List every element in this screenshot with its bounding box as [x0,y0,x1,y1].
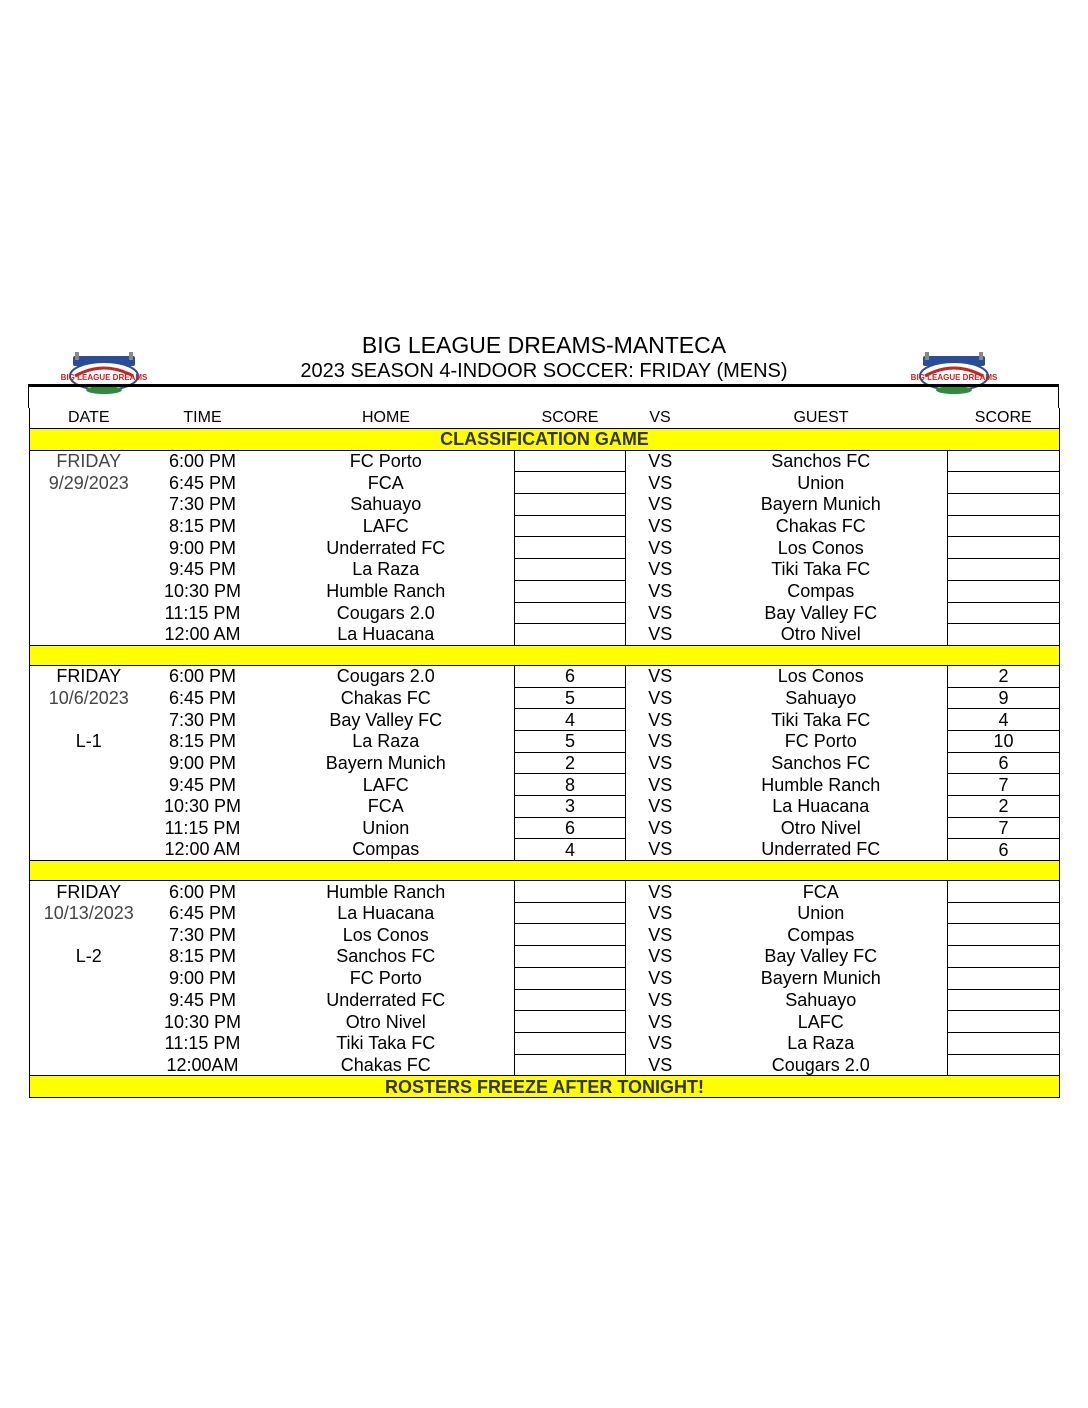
guest-team: La Raza [787,1033,855,1054]
home-team: La Huacana [337,624,435,645]
header-rule-right [1058,387,1059,408]
week-label: L-1 [30,730,148,752]
guest-team: Los Conos [777,537,864,558]
game-time: 7:30 PM [168,494,237,515]
vs-label: VS [648,968,673,989]
game-time: 10:30 PM [163,581,242,602]
home-team: Otro Nivel [345,1011,426,1032]
game-row [30,602,1060,624]
guest-score[interactable] [948,1011,1060,1033]
home-team: Tiki Taka FC [336,1033,436,1054]
home-team: Underrated FC [326,989,446,1010]
home-team: Bay Valley FC [329,709,443,730]
game-row [30,515,1060,537]
col-header-date: DATE [30,408,148,429]
guest-score[interactable] [948,924,1060,946]
date-cell [30,1011,148,1033]
week-separator-cell [30,645,1060,665]
home-score[interactable] [515,1054,626,1076]
game-row [30,494,1060,516]
col-header-time: TIME [183,409,222,426]
guest-team: Bayern Munich [760,494,881,515]
date-cell [30,709,148,731]
vs-label: VS [648,581,673,602]
home-score[interactable]: 2 [515,752,626,774]
guest-score[interactable] [948,580,1060,602]
guest-team: Otro Nivel [780,818,861,839]
home-score[interactable] [515,624,626,646]
col-header-vs: VS [649,409,671,426]
guest-team: Chakas FC [775,516,866,537]
game-time: 8:15 PM [168,516,237,537]
game-row [30,967,1060,989]
game-time: 9:45 PM [168,989,237,1010]
date-cell [30,515,148,537]
home-team: La Raza [352,731,420,752]
date-cell [30,624,148,646]
game-time: 6:00 PM [168,451,237,472]
guest-score[interactable] [948,537,1060,559]
game-time: 8:15 PM [168,946,237,967]
guest-score[interactable] [948,515,1060,537]
home-team: FCA [367,796,404,817]
game-row [30,924,1060,946]
home-score[interactable] [515,1011,626,1033]
home-score[interactable]: 8 [515,774,626,796]
guest-score[interactable]: 2 [948,796,1060,818]
guest-score[interactable]: 9 [948,687,1060,709]
big-league-dreams-logo [60,350,148,396]
guest-score[interactable] [948,559,1060,581]
guest-score[interactable] [948,602,1060,624]
guest-team: Bay Valley FC [764,946,878,967]
guest-score[interactable] [948,989,1060,1011]
guest-score[interactable] [948,946,1060,968]
guest-team: Sanchos FC [771,451,871,472]
date-cell [30,839,148,861]
vs-label: VS [648,709,673,730]
vs-label: VS [648,494,673,515]
guest-team: Cougars 2.0 [771,1054,870,1075]
date-cell [30,537,148,559]
home-score[interactable]: 5 [515,730,626,752]
guest-score[interactable]: 7 [948,817,1060,839]
guest-team: Union [797,472,845,493]
home-team: La Raza [352,559,420,580]
home-team: Humble Ranch [326,581,446,602]
guest-score[interactable]: 4 [948,709,1060,731]
guest-score[interactable]: 10 [948,730,1060,752]
game-row [30,472,1060,494]
home-team: Sahuayo [350,494,422,515]
classification-banner-row [30,429,1060,451]
home-score[interactable]: 6 [515,817,626,839]
home-score[interactable] [515,946,626,968]
guest-team: Compas [787,581,855,602]
rosters-freeze-banner: ROSTERS FREEZE AFTER TONIGHT! [30,1076,1060,1098]
game-time: 11:15 PM [164,818,241,839]
guest-score[interactable] [948,472,1060,494]
guest-score[interactable] [948,624,1060,646]
game-time: 12:00 AM [164,624,241,645]
game-time: 11:15 PM [164,602,241,623]
col-header-score: SCORE [541,409,599,426]
guest-team: LAFC [797,1011,844,1032]
guest-team: FCA [802,881,839,902]
week-date: 10/6/2023 [30,687,148,709]
home-score[interactable]: 5 [515,687,626,709]
guest-score[interactable] [948,881,1060,903]
home-score[interactable] [515,602,626,624]
game-time: 9:00 PM [168,968,237,989]
home-team: Chakas FC [340,687,431,708]
vs-label: VS [648,451,673,472]
home-team: Union [362,818,410,839]
svg-text:BIG LEAGUE DREAMS: BIG LEAGUE DREAMS [910,373,998,382]
col-header-home: HOME [362,409,410,426]
home-score[interactable] [515,881,626,903]
home-team: Chakas FC [340,1054,431,1075]
game-time: 9:00 PM [168,537,237,558]
vs-label: VS [648,1054,673,1075]
page-title: BIG LEAGUE DREAMS-MANTECA [361,332,727,358]
game-row [30,450,1060,472]
vs-label: VS [648,752,673,773]
home-team: FC Porto [349,968,422,989]
game-time: 6:45 PM [168,687,237,708]
game-row [30,774,1060,796]
guest-team: Union [797,903,845,924]
col-header-guest: GUEST [793,409,849,426]
game-time: 9:00 PM [168,752,237,773]
home-score[interactable] [515,580,626,602]
guest-team: Underrated FC [761,839,881,860]
home-score[interactable]: 3 [515,796,626,818]
guest-score[interactable]: 7 [948,774,1060,796]
game-row [30,817,1060,839]
vs-label: VS [648,839,673,860]
game-row [30,537,1060,559]
home-score[interactable] [515,559,626,581]
game-row [30,1011,1060,1033]
home-team: FC Porto [349,451,422,472]
home-score[interactable] [515,924,626,946]
vs-label: VS [648,796,673,817]
game-row [30,796,1060,818]
home-team: La Huacana [337,903,435,924]
game-time: 10:30 PM [163,1011,242,1032]
guest-score[interactable] [948,967,1060,989]
home-score[interactable] [515,989,626,1011]
page-subtitle: 2023 SEASON 4-INDOOR SOCCER: FRIDAY (MENS) [300,360,788,382]
date-cell [30,494,148,516]
home-team: Underrated FC [326,537,446,558]
game-time: 9:45 PM [168,774,237,795]
vs-label: VS [648,559,673,580]
vs-label: VS [648,774,673,795]
game-row [30,1054,1060,1076]
game-time: 6:00 PM [168,666,237,687]
vs-label: VS [648,687,673,708]
home-score[interactable] [515,515,626,537]
guest-team: Tiki Taka FC [771,559,871,580]
header-rule [28,384,1059,387]
home-score[interactable]: 4 [515,839,626,861]
home-team: Sanchos FC [336,946,436,967]
vs-label: VS [648,1033,673,1054]
guest-team: Sanchos FC [771,752,871,773]
date-cell [30,752,148,774]
game-row [30,752,1060,774]
week-label: L-2 [30,946,148,968]
vs-label: VS [648,989,673,1010]
vs-label: VS [648,1011,673,1032]
vs-label: VS [648,537,673,558]
game-time: 9:45 PM [168,559,237,580]
date-cell [30,924,148,946]
home-score[interactable]: 4 [515,709,626,731]
guest-team: Sahuayo [785,687,857,708]
vs-label: VS [648,516,673,537]
week-date: 10/13/2023 [30,902,148,924]
vs-label: VS [648,818,673,839]
home-team: Humble Ranch [326,881,446,902]
week-date: 9/29/2023 [30,472,148,494]
game-row [30,687,1060,709]
game-row [30,839,1060,861]
guest-team: Los Conos [777,666,864,687]
game-time: 7:30 PM [168,924,237,945]
vs-label: VS [648,903,673,924]
header-rule-left [28,387,29,408]
home-team: Los Conos [342,924,429,945]
date-cell [30,580,148,602]
guest-team: Compas [787,924,855,945]
guest-score[interactable]: 6 [948,839,1060,861]
game-time: 6:00 PM [168,881,237,902]
vs-label: VS [648,624,673,645]
week-day: FRIDAY [30,881,148,903]
home-score[interactable] [515,1032,626,1054]
vs-label: VS [648,666,673,687]
game-row [30,989,1060,1011]
game-time: 12:00 AM [164,839,241,860]
week-day: FRIDAY [30,665,148,687]
game-time: 11:15 PM [164,1033,241,1054]
game-row [30,580,1060,602]
date-cell [30,559,148,581]
guest-score[interactable]: 6 [948,752,1060,774]
date-cell [30,796,148,818]
date-cell [30,967,148,989]
home-score[interactable] [515,472,626,494]
vs-label: VS [648,602,673,623]
home-score[interactable] [515,902,626,924]
home-score[interactable] [515,450,626,472]
game-row [30,730,1060,752]
week-separator [30,861,1060,881]
game-row [30,946,1060,968]
date-cell [30,602,148,624]
game-time: 12:00AM [166,1054,239,1075]
home-team: Cougars 2.0 [336,602,435,623]
guest-score[interactable] [948,1032,1060,1054]
game-row [30,881,1060,903]
home-score[interactable] [515,494,626,516]
guest-team: Sahuayo [785,989,857,1010]
guest-team: Tiki Taka FC [771,709,871,730]
date-cell [30,817,148,839]
date-cell [30,1032,148,1054]
vs-label: VS [648,881,673,902]
guest-team: Otro Nivel [780,624,861,645]
guest-team: FC Porto [784,731,857,752]
game-time: 8:15 PM [168,731,237,752]
game-row [30,902,1060,924]
week-separator [30,645,1060,665]
game-time: 6:45 PM [168,903,237,924]
vs-label: VS [648,924,673,945]
big-league-dreams-logo [910,350,998,396]
guest-score[interactable] [948,494,1060,516]
svg-text:BIG LEAGUE DREAMS: BIG LEAGUE DREAMS [60,373,148,382]
game-row [30,709,1060,731]
guest-score[interactable]: 2 [948,665,1060,687]
game-time: 10:30 PM [163,796,242,817]
vs-label: VS [648,472,673,493]
guest-team: Humble Ranch [761,774,881,795]
home-team: LAFC [362,774,409,795]
game-time: 7:30 PM [168,709,237,730]
home-team: FCA [367,472,404,493]
col-header-guest-score: SCORE [948,408,1060,429]
guest-score[interactable] [948,450,1060,472]
game-time: 6:45 PM [168,472,237,493]
guest-score[interactable] [948,902,1060,924]
home-team: Compas [352,839,420,860]
guest-team: La Huacana [772,796,870,817]
guest-score[interactable] [948,1054,1060,1076]
column-header-row [30,408,1060,429]
home-score[interactable]: 6 [515,665,626,687]
home-score[interactable] [515,537,626,559]
guest-team: Bayern Munich [760,968,881,989]
week-day: FRIDAY [30,450,148,472]
vs-label: VS [648,731,673,752]
guest-team: Bay Valley FC [764,602,878,623]
game-row [30,1032,1060,1054]
home-team: Bayern Munich [325,752,446,773]
home-team: Cougars 2.0 [336,666,435,687]
game-row [30,559,1060,581]
date-cell [30,1054,148,1076]
game-row [30,665,1060,687]
classification-banner: CLASSIFICATION GAME [30,429,1060,451]
rosters-banner-row [30,1076,1060,1098]
home-team: LAFC [362,516,409,537]
date-cell [30,774,148,796]
home-score[interactable] [515,967,626,989]
week-separator-cell [30,861,1060,881]
vs-label: VS [648,946,673,967]
schedule-table [29,408,1060,1098]
game-row [30,624,1060,646]
date-cell [30,989,148,1011]
